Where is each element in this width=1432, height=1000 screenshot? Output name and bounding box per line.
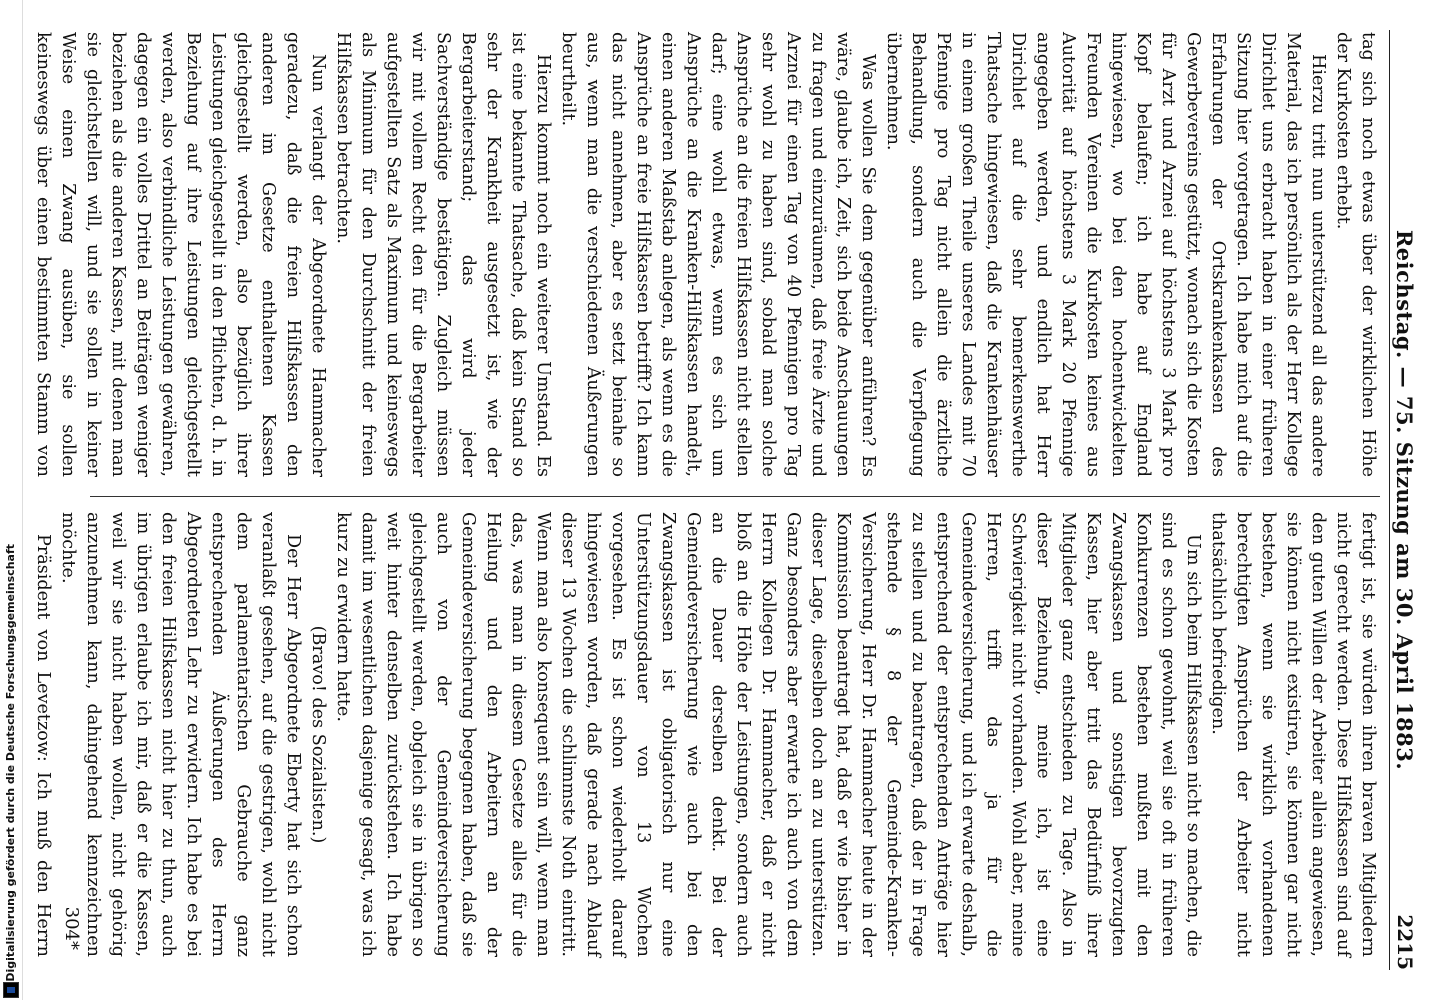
speaker-paragraph: Präsident von Levetzow: Ich muß den Herrn	[33, 534, 53, 957]
paragraph: tag sich noch etwas über der wirklichen Höhe der Kurkosten erhebt.	[1333, 32, 1378, 477]
paragraph: Hierzu tritt nun unterstützend all das andere Material, das ich persönlich als der Herr Kollege Dirichlet uns erbracht haben in einer früheren Sitzung hier vorgetragen. Ich habe mich auf die Erfahrungen der Ortskrankenkassen des Gewerbevereins gestützt, wonach sich die Kosten für Arzt und Arznei auf höchstens 3 Mark pro Kopf belaufen; ich habe auf England hingewiesen, wo bei den hochentwickelten Freunden Vereinen die Kurkosten keines aus Autorität auf höchstens 3 Mark 20 Pfennige angegeben werden, und endlich hat Herr Dirichlet auf die sehr bemerkenswerthe Thatsache hingewiesen, daß die Krankenhäuser in einem großen Theile unseres Landes mit 70 Pfennige pro Tag nicht allein die ärztliche Behandlung, sondern auch die Verpflegung übernehmen.	[883, 32, 1328, 477]
paragraph: fertigt ist, sie würden ihren braven Mitgliedern nicht gerecht werden. Diese Hilfskassen sind auf den guten Willen der Arbeiter allein angewiesen, sie können nicht existiren, sie können gar nicht bestehen, wenn sie wirklich vorhandenen berechtigten Ansprüchen der Arbeiter nicht thatsächlich befriedigen.	[1208, 512, 1378, 957]
page-header	[1389, 30, 1420, 970]
paragraph: Um sich beim Hilfskassen nicht so machen, die sind es schon gewohnt, weil sie oft in früheren Konkurrenzen bestehen mußten mit den Zwangskassen und sonstigen bevorzugten Kassen, hier aber tritt das Bedürfniß ihrer Mitglieder ganz entschieden zu Tage. Also in dieser Beziehung, meine ich, ist eine Schwierigkeit nicht vorhanden. Wohl aber, meine Herren, trifft das ja für die Gemeindeversicherung, und ich erwarte deshalb, entsprechend der entsprechenden Anträge hier zu stellen und zu beantragen, daß der in Frage stehende § 8 der Gemeinde-Kranken-Versicherung, Herr Dr. Hammacher heute in der Kommission beantragt hat, daß er wie bisher in dieser Lage, dieselben doch an zu unterstützen. Ganz besonders aber erwarte ich auch von dem Herrn Kollegen Dr. Hammacher, daß er nicht bloß an die Höhe der Leistungen, sondern auch an die Dauer derselben denkt. Bei der Gemeindeversicherung wie auch bei den Zwangskassen ist obligatorisch nur eine Unterstützungsdauer von 13 Wochen vorgesehen. Es ist schon wiederholt darauf hingewiesen worden, daß gerade nach Ablauf dieser 13 Wochen die schlimmste Noth eintritt. Wenn man also konsequent sein will, wenn man das, was man in diesem Gesetze alles für die Heilung und den Arbeitern an der Gemeindeversicherung begegnen haben, daß sie auch von der Gemeindeversicherung gleichgestellt werden, obgleich sie in übrigen so weit hinter denselben zurückstehen. Ich habe damit im wesentlichen dasjenige gesagt, was ich kurz zu erwidern hatte.	[333, 512, 1203, 957]
paragraph: Hierzu kommt noch ein weiterer Umstand. Es ist eine bekannte Thatsache, daß kein Stand so sehr der Krankheit ausgesetzt ist, wie der Bergarbeiterstand; das wird jeder Sachverständige bestätigen. Zugleich müssen wir mit vollem Recht den für die Bergarbeiter aufgestellten Satz als Maximum und keineswegs als Minimum für den Durchschnitt der freien Hilfskassen betrachten.	[333, 32, 553, 477]
document-page	[32, 0, 1432, 1000]
funding-notice: Digitalisierung gefördert durch die Deutsche Forschungsgemeinschaft	[4, 544, 17, 982]
sidebar-strip	[0, 0, 23, 1000]
paragraph: Der Herr Abgeordnete Eberty hat sich schon veranlaßt gesehen, auf die gestrigen, wohl nicht dem parlamentarischen Gebrauche ganz entsprechenden Äußerungen des Herrn Abgeordneten Lehr zu erwidern. Ich habe es bei den freien Hilfskassen nicht hier zu thun, auch im übrigen erlaube ich mir, daß er die Kassen, weil wir sie nicht haben wollen, nicht gehörig anzunehmen kann, dahingehend kennzeichnen möchte.	[58, 512, 303, 957]
paragraph: Was wollen Sie dem gegenüber anführen? Es wäre, glaube ich, Zeit, sich beide Anschauungen zu fragen und einzuräumen, daß freie Ärzte und Arznei für einen Tag von 40 Pfennigen pro Tag sehr wohl zu haben sind, sobald man solche Ansprüche an die freien Hilfskassen nicht stellen darf; eine wohl etwas, wenn es sich um Ansprüche an die Kranken-Hilfskassen handelt, einen anderen Maßstab anlegen, als wenn es die Ansprüche an freie Hilfskassen betrifft? Ich kann das nicht annehmen, aber es setzt beinahe so aus, wenn man die verschiedenen Äußerungen beurtheilt.	[558, 32, 878, 477]
interjection: (Bravo! des Sozialisten.)	[308, 625, 328, 844]
running-title: Reichstag. — 75. Sitzung am 30. April 1883.	[1392, 229, 1417, 771]
paragraph: Nun verlangt der Abgeordnete Hammacher geradezu, daß die freien Hilfskassen den anderen im Gesetze enthaltenen Kassen gleichgestellt werden, also bezüglich ihrer Leistungen gleichgestellt in den Pflichten, d. h. in Beziehung auf ihre Leistungen gleichgestellt werden, also verbindliche Leistungen gewähren, dagegen ein volles Drittel an Beiträgen weniger beziehen als die anderen Kassen, mit denen man sie gleichstellen will, und sie sollen in keiner Weise einen Zwang ausüben, sie sollen keineswegs über einen bestimmten Stamm von	[33, 32, 328, 477]
sheet-mark: 304*	[61, 906, 82, 950]
column-divider	[90, 496, 1380, 497]
right-column	[32, 512, 1380, 957]
page-number: 2215	[1393, 914, 1417, 970]
left-column	[32, 32, 1380, 477]
dfg-logo	[3, 982, 19, 998]
